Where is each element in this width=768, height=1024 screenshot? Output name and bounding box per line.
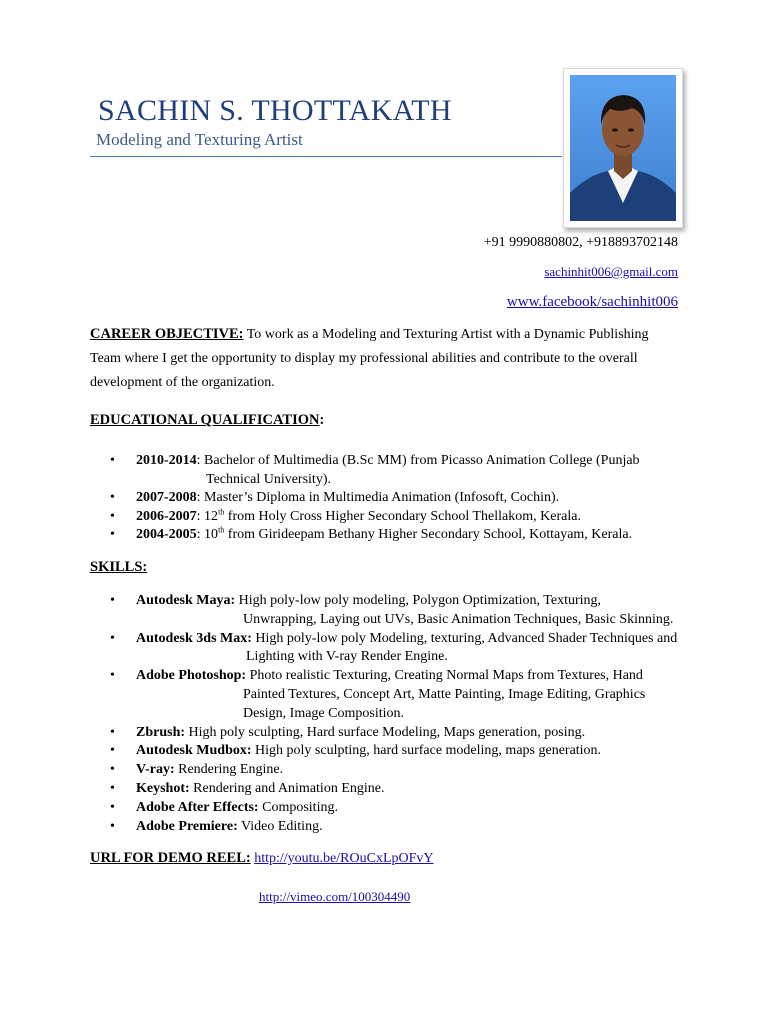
education-year: 2010-2014 (136, 453, 197, 468)
skill-detail-cont: Unwrapping, Laying out UVs, Basic Animation Techniques, Basic Skinning. (243, 611, 674, 627)
education-heading (90, 412, 324, 429)
skill-detail: Photo realistic Texturing, Creating Normal Maps from Textures, Hand (246, 668, 643, 684)
education-item (108, 508, 683, 527)
skill-name: Autodesk 3ds Max: (136, 630, 252, 646)
profile-photo-icon (570, 75, 676, 221)
ordinal-suffix: th (218, 506, 225, 516)
bullet-icon: • (110, 453, 115, 468)
skill-item (108, 742, 683, 761)
skill-name: Adobe Premiere: (136, 818, 238, 834)
job-title: Modeling and Texturing Artist (96, 130, 303, 149)
education-detail-rest: from Girideepam Bethany Higher Secondary School, Kottayam, Kerala. (224, 527, 633, 542)
skill-item (108, 818, 683, 837)
skill-detail-cont: Painted Textures, Concept Art, Matte Painting, Image Editing, Graphics (243, 686, 646, 702)
career-objective-text: To work as a Modeling and Texturing Artist with a Dynamic Publishing Team where I get the opportunity to display my professional abilities and contribute to the overall development of the organization. (90, 327, 649, 390)
facebook-profile[interactable] (507, 294, 678, 311)
email-link[interactable]: sachinhit006@gmail.com (544, 264, 678, 279)
education-detail: : Master’s Diploma in Multimedia Animation (Infosoft, Cochin). (196, 490, 560, 505)
education-list (108, 452, 683, 545)
bullet-icon: • (110, 724, 115, 740)
phone-numbers: +91 9990880802, +918893702148 (483, 235, 678, 250)
email-address[interactable] (544, 264, 678, 280)
skill-item (108, 592, 683, 630)
skill-detail: Compositing. (258, 799, 338, 815)
skill-item (108, 724, 683, 743)
bullet-icon: • (110, 743, 115, 759)
skill-detail-cont: Design, Image Composition. (243, 705, 404, 721)
bullet-icon: • (110, 762, 115, 778)
skill-detail: High poly-low poly Modeling, texturing, Advanced Shader Techniques and (251, 630, 678, 646)
skill-name: Keyshot: (136, 780, 190, 796)
skill-name: Autodesk Mudbox: (136, 743, 252, 759)
skill-item (108, 630, 683, 668)
bullet-icon: • (110, 508, 115, 524)
skill-name: Adobe After Effects: (136, 799, 259, 815)
education-detail: : 10 (196, 527, 219, 542)
education-item (108, 489, 683, 508)
candidate-name: SACHIN S. THOTTAKATH (98, 94, 452, 127)
bullet-icon: • (110, 818, 115, 834)
skill-name: Adobe Photoshop: (136, 668, 247, 684)
facebook-link[interactable]: www.facebook/sachinhit006 (506, 294, 678, 310)
education-year: 2007-2008 (136, 490, 197, 505)
skill-item (108, 780, 683, 799)
skill-item (108, 799, 683, 818)
bullet-icon: • (110, 630, 115, 646)
career-objective (90, 322, 680, 395)
bullet-icon: • (110, 593, 115, 608)
bullet-icon: • (110, 799, 115, 815)
education-heading-colon: : (319, 412, 325, 428)
skills-heading (90, 559, 147, 576)
title-divider (90, 156, 562, 157)
skill-detail: Rendering Engine. (174, 762, 284, 778)
skill-detail: Video Editing. (237, 818, 323, 834)
vimeo-row[interactable] (259, 889, 410, 905)
bullet-icon: • (110, 780, 115, 796)
education-year: 2004-2005 (136, 527, 197, 542)
demo-reel (90, 850, 434, 867)
education-detail: : Bachelor of Multimedia (B.Sc MM) from Picasso Animation College (Punjab (196, 453, 640, 468)
skill-item (108, 761, 683, 780)
education-detail-cont: Technical University). (206, 471, 331, 487)
skills-list (108, 592, 683, 836)
skill-name: Autodesk Maya: (136, 593, 236, 608)
education-item (108, 526, 683, 545)
skill-name: V-ray: (136, 762, 175, 778)
skill-detail: High poly sculpting, Hard surface Modeling, Maps generation, posing. (185, 724, 586, 740)
ordinal-suffix: th (218, 525, 225, 535)
education-heading-text: EDUCATIONAL QUALIFICATION (90, 412, 320, 428)
skill-name: Zbrush: (136, 724, 186, 740)
bullet-icon: • (110, 527, 115, 542)
skills-heading-text: SKILLS: (90, 559, 148, 575)
education-year: 2006-2007 (136, 508, 197, 524)
bullet-icon: • (110, 668, 115, 684)
youtube-link[interactable]: http://youtu.be/ROuCxLpOFvY (254, 851, 434, 866)
skill-detail: Rendering and Animation Engine. (189, 780, 385, 796)
demo-reel-heading: URL FOR DEMO REEL: (90, 850, 251, 866)
skill-item (108, 667, 683, 723)
career-objective-heading: CAREER OBJECTIVE: (90, 326, 244, 342)
profile-photo (563, 68, 683, 228)
skill-detail-cont: Lighting with V-ray Render Engine. (246, 649, 448, 665)
education-item (108, 452, 683, 489)
education-detail: : 12 (196, 508, 219, 524)
skill-detail: High poly-low poly modeling, Polygon Optimization, Texturing, (235, 593, 602, 608)
skill-detail: High poly sculpting, hard surface modeling, maps generation. (251, 743, 602, 759)
education-detail-rest: from Holy Cross Higher Secondary School Thellakom, Kerala. (224, 508, 581, 524)
vimeo-link[interactable]: http://vimeo.com/100304490 (259, 889, 411, 904)
bullet-icon: • (110, 490, 115, 505)
